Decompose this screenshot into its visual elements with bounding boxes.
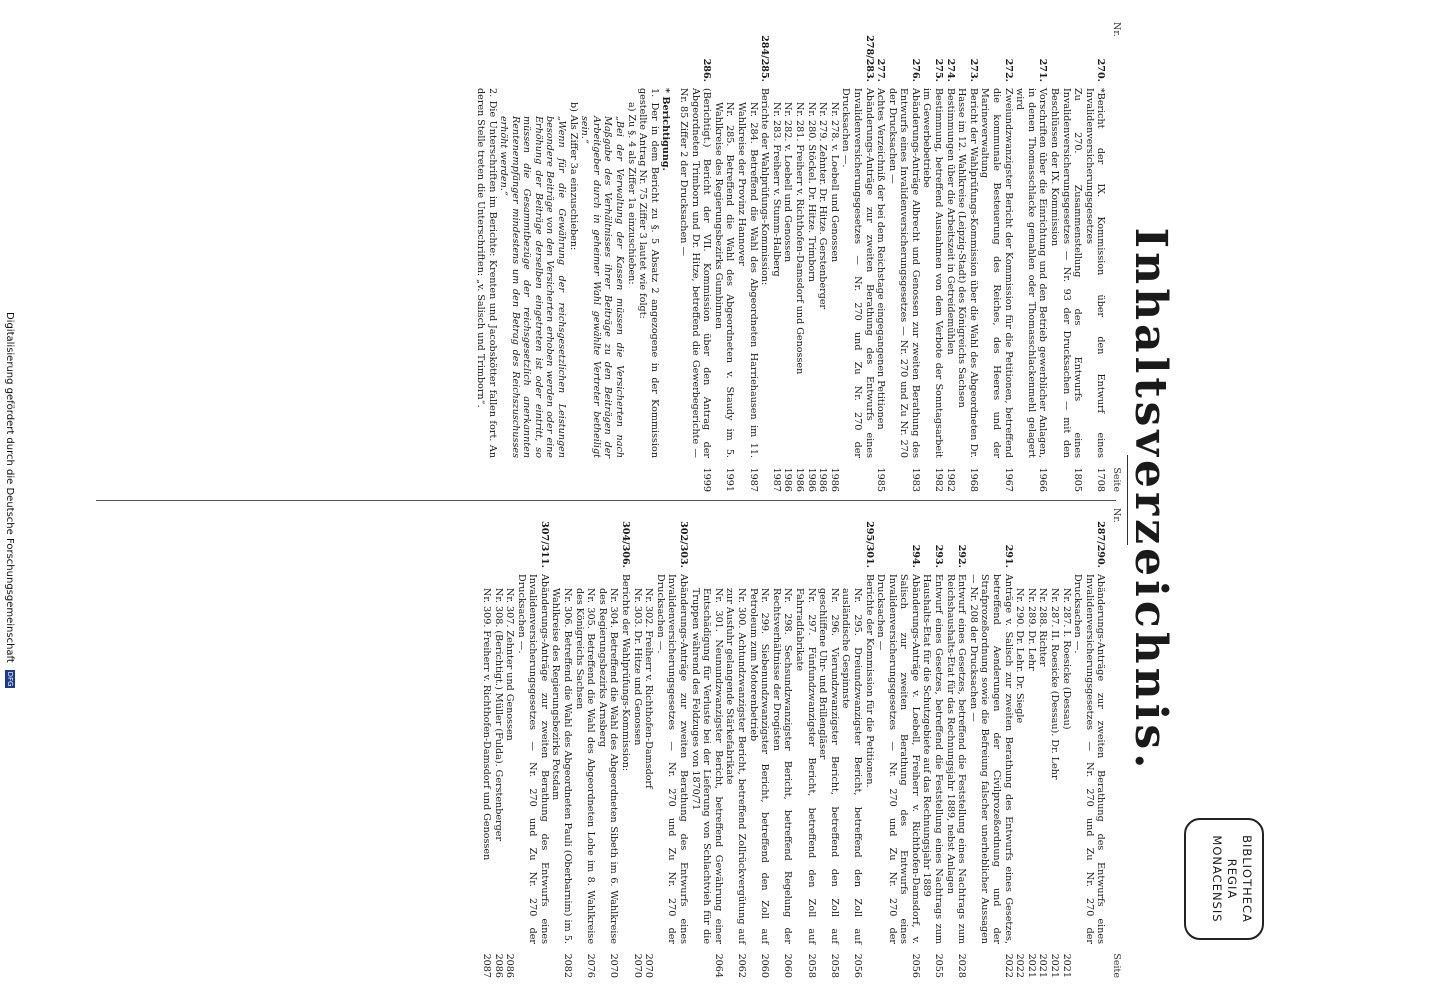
toc-entry-text: Nr. 308. (Berichtigt.) Müller (Fulda). Gerstenberger bbox=[492, 588, 504, 842]
toc-entry-text: *Bericht der IX. Kommission über den Entwurf eines Invalidenversicherungsgesetzes bbox=[1083, 88, 1107, 458]
toc-entry-text: Abänderungs-Anträge zur zweiten Berathung des Entwurfs eines Invalidenversicherungsgesetzes — Nr. 270 und Zu Nr. 270 der Drucksachen —. bbox=[1072, 574, 1107, 944]
toc-entry bbox=[573, 508, 596, 978]
toc-entry-text: Nr. 297. Fünfundzwanzigster Bericht, betreffend den Zoll auf Fahrradfabrikate bbox=[793, 588, 817, 944]
toc-entry bbox=[759, 22, 771, 492]
toc-entry-text: Nr. 299. Siebenundzwanzigster Bericht, betreffend den Zoll auf Petroleum zum Motorenbetrieb bbox=[747, 588, 771, 944]
toc-entry-page: 2086 bbox=[492, 953, 504, 978]
toc-entry-page: 2082 bbox=[562, 953, 574, 978]
toc-entry-text: Abänderungs-Anträge zur zweiten Berathung des Entwurfs eines Invalidenversicherungsgesetzes — Nr. 270 und Zu Nr. 270 der Drucksachen —. bbox=[654, 574, 690, 944]
toc-entry bbox=[863, 508, 875, 978]
toc-entry bbox=[967, 508, 1013, 978]
toc-column-left bbox=[474, 22, 1122, 492]
page-title: Inhaltsverzeichnis. bbox=[1125, 227, 1176, 773]
toc-entry-number: 293. bbox=[933, 544, 945, 568]
column-divider bbox=[96, 500, 1116, 501]
toc-entry-text: Nr. 306. Betreffend die Wahl des Abgeordneten Pauli (Oberbarnim) im 5. Wahlkreise des Regierungsbezirks Potsdam bbox=[550, 588, 574, 944]
stamp-line: BIBLIOTHECA bbox=[1240, 835, 1254, 923]
toc-entry bbox=[944, 22, 956, 492]
toc-entry bbox=[654, 508, 689, 978]
toc-entry-text: Nr. 282. v. Loebell und Genossen bbox=[782, 102, 794, 263]
toc-entry-page: 2076 bbox=[585, 953, 597, 978]
toc-entry-text: Nr. 303. Dr. Hitze und Genossen bbox=[631, 588, 643, 746]
toc-entry-page: 2022 bbox=[1002, 953, 1014, 978]
toc-entry bbox=[689, 508, 724, 978]
toc-entry-page: 1805 bbox=[1072, 467, 1084, 492]
toc-entry-number: 295/301. bbox=[863, 521, 875, 568]
toc-entry bbox=[944, 508, 967, 978]
toc-entry bbox=[492, 508, 504, 978]
toc-entry-text: Abänderungs-Anträge zur zweiten Berathung des Entwurfs eines Invalidenversicherungsgesetzes — Nr. 270 und Zu Nr. 270 der Drucksachen —. bbox=[840, 88, 875, 458]
toc-entry-text: Entwurf eines Gesetzes, betreffend die Feststellung eines Nachtrags zum Reichshaushalts-Etat für das Rechnungsjahr 1889, nebst Anlagen bbox=[944, 574, 968, 944]
toc-entry-text: Berichte der Wahlprüfungs-Kommission: bbox=[759, 88, 771, 286]
toc-entry-text: Nr. 309. Freiherr v. Richthofen-Damsdorf und Genossen bbox=[480, 588, 492, 861]
toc-entry-page: 1999 bbox=[701, 467, 713, 492]
toc-entry bbox=[747, 508, 770, 978]
toc-entry-text: Nr. 283. Freiherr v. Stumm-Halberg bbox=[770, 102, 782, 277]
toc-entry-number: 291. bbox=[1002, 544, 1014, 568]
toc-entry bbox=[979, 22, 1014, 492]
toc-entry bbox=[515, 508, 550, 978]
toc-entry bbox=[782, 22, 794, 492]
toc-entry-text: Nr. 285. Betreffend die Wahl des Abgeordneten v. Staudy im 5. Wahlkreise des Regierungsbezirks Gumbinnen bbox=[712, 102, 736, 458]
column-header bbox=[1110, 508, 1122, 978]
toc-entry-page: 2021 bbox=[1037, 953, 1049, 978]
toc-entry bbox=[875, 508, 921, 978]
toc-entry-number: 276. bbox=[909, 58, 921, 82]
dfg-logo-icon: DFG bbox=[6, 671, 14, 687]
toc-entry-page: 2058 bbox=[828, 953, 840, 978]
toc-entry-text: Bericht der Wahlprüfungs-Kommission über die Wahl des Abgeordneten Dr. Hasse im 12. Wahlkreise (Leipzig-Stadt) des Königreichs Sachsen bbox=[956, 88, 979, 458]
toc-entry bbox=[1014, 22, 1049, 492]
toc-entry bbox=[712, 22, 735, 492]
toc-entry-text: (Berichtigt.) Bericht der VII. Kommission über den Antrag der Abgeordneten Trimborn und Dr. Hitze, betreffend die Gewerbegerichte — Nr. 85 Ziffer 2 der Drucksachen — bbox=[678, 88, 713, 458]
toc-entry-number: 271. bbox=[1037, 58, 1049, 82]
toc-entry-number: 284/285. bbox=[759, 35, 771, 82]
column-header-nr: Nr. bbox=[1111, 22, 1122, 37]
toc-entry-text: Abänderungs-Anträge Albrecht und Genossen zur zweiten Berathung des Entwurfs eines Invalidenversicherungsgesetzes — Nr. 270 und Zu Nr. 270 der Drucksachen — bbox=[886, 88, 921, 458]
correction-line: 2. Die Unterschriften im Berichte: Krenten und Jacobskötter fallen fort. An deren Stelle treten die Unterschriften: „v. Salisch und Trimborn“. bbox=[474, 88, 498, 458]
correction-line: a) Zu §. 4 als Ziffer 1a einzuschieben: bbox=[625, 102, 637, 285]
correction-line: 1. Der in dem Bericht zu §. 5 Absatz 2 angezogene in der Kommission gestellte Antrag Nr. 75 Ziffer 3 lautet wie folgt: bbox=[637, 88, 660, 458]
digitization-footer bbox=[4, 0, 15, 1000]
toc-entry-page: 2064 bbox=[712, 953, 724, 978]
toc-entry-page: 2056 bbox=[851, 953, 863, 978]
toc-entry-text: Nr. 298. Sechsundzwanzigster Bericht, betreffend Regelung der Rechtsverhältnisse der Drogisten bbox=[770, 588, 794, 944]
toc-entry bbox=[504, 508, 516, 978]
toc-entry-number: 273. bbox=[967, 58, 979, 82]
toc-entry-text: Abänderungs-Anträge v. Loebell, Freiherr v. Richthofen-Damsdorf, v. Salisch zur zweiten Berathung des Entwurfs eines Invalidenversicherungsgesetzes — Nr. 270 und Zu Nr. 270 der Drucksachen — bbox=[875, 574, 921, 944]
toc-entry-page: 2070 bbox=[608, 953, 620, 978]
toc-entry-text: Nr. 281. Freiherr v. Richthofen-Damsdorf und Genossen bbox=[793, 102, 805, 375]
toc-entry-text: Nr. 287. I. Roesicke (Dessau) bbox=[1060, 588, 1072, 730]
toc-entry-page: 2060 bbox=[759, 953, 771, 978]
toc-entry-page: 1986 bbox=[805, 467, 817, 492]
toc-entries-left bbox=[677, 22, 1106, 492]
toc-entry-number: 274. bbox=[944, 58, 956, 82]
toc-entry-page: 2021 bbox=[1049, 953, 1061, 978]
toc-entry-page: 2060 bbox=[782, 953, 794, 978]
toc-entry-text: Nr. 295. Dreiundzwanzigster Bericht, betreffend den Zoll auf ausländische Gespinnste bbox=[840, 588, 863, 944]
toc-entry-text: Nr. 302. Freiherr v. Richthofen-Damsdorf bbox=[643, 588, 655, 789]
toc-entry-page: 1985 bbox=[875, 467, 887, 492]
toc-entry-text: Berichte der Wahlprüfungs-Kommission: bbox=[620, 574, 632, 772]
toc-entry-page: 2028 bbox=[956, 953, 968, 978]
toc-entry-page: 2086 bbox=[504, 953, 516, 978]
toc-entry-text: Nr. 280. Stöckel. Dr. Hitze. Trimborn bbox=[805, 102, 817, 282]
stamp-line: MONACENSIS bbox=[1210, 835, 1225, 923]
toc-entry-number: 277. bbox=[875, 58, 887, 82]
toc-entry-text: Nr. 288. Richter bbox=[1037, 588, 1049, 667]
toc-entry-text: Bestimmungen über die Arbeitszeit in Getreidemühlen bbox=[944, 88, 956, 355]
toc-entry-number: 294. bbox=[909, 544, 921, 568]
toc-entry-page: 1966 bbox=[1037, 467, 1049, 492]
toc-entry bbox=[886, 22, 921, 492]
toc-entry-number: 270. bbox=[1095, 58, 1107, 82]
toc-entry bbox=[1037, 508, 1049, 978]
toc-entry bbox=[956, 22, 979, 492]
toc-entry-page: 2055 bbox=[933, 953, 945, 978]
toc-entry-text: Zweiundzwanzigster Bericht der Kommission für die Petitionen, betreffend die kommunale Besteuerung des Reiches, des Heeres und der Marineverwaltung bbox=[979, 88, 1014, 458]
toc-entry bbox=[1072, 508, 1107, 978]
toc-entry bbox=[619, 508, 631, 978]
toc-entry-text: Nr. 287. II. Roesicke (Dessau). Dr. Lehr bbox=[1049, 588, 1061, 780]
toc-entry-page: 2058 bbox=[805, 953, 817, 978]
toc-entry-number: 307/311. bbox=[538, 521, 550, 568]
toc-entry-page: 2070 bbox=[631, 953, 643, 978]
toc-entry-page: 2022 bbox=[1014, 953, 1026, 978]
toc-entry bbox=[793, 508, 816, 978]
toc-entry-page: 2056 bbox=[909, 953, 921, 978]
toc-entry-text: Abänderungs-Anträge zur zweiten Berathung des Entwurfs eines Invalidenversicherungsgesetzes — Nr. 270 und Zu Nr. 270 der Drucksachen —. bbox=[515, 574, 550, 944]
toc-entry-text: Vorschriften über die Einrichtung und den Betrieb gewerblicher Anlagen, in denen Thomasschlacke gemahlen oder Thomasschlackenmehl gelagert wird bbox=[1014, 88, 1049, 458]
toc-entry bbox=[1048, 22, 1083, 492]
toc-entry bbox=[643, 508, 655, 978]
toc-entry bbox=[817, 508, 840, 978]
toc-entry-page: 1708 bbox=[1095, 467, 1107, 492]
correction-line: „Wenn für die Gewährung der reichsgesetzlichen Leistungen besondere Beiträge von den Versicherten erhoben werden oder eine Erhöhung der Beiträge derselben eingetreten ist oder eintritt, so müssen die Gesammtbezüge der reichsgesetzlich anerkannten Rentenempfänger mindestens um den Betrag des Reichszuschusses erhöht werden.“ bbox=[498, 116, 568, 458]
toc-entry-page: 1986 bbox=[782, 467, 794, 492]
toc-entry bbox=[840, 22, 875, 492]
toc-entry bbox=[1083, 22, 1106, 492]
toc-entry-text: Nr. 279. Zehnter. Dr. Hitze. Gerstenberger bbox=[817, 102, 829, 310]
toc-entry-page: 2070 bbox=[643, 953, 655, 978]
toc-entry-page: 1991 bbox=[724, 467, 736, 492]
correction-line: „Bei der Verwaltung der Kassen müssen die Versicherten nach Maßgabe des Verhältnisses ihrer Beiträge zu den Beiträgen der Arbeitgeber durch in geheimer Wahl gewählte Vertreter betheiligt sein.“ bbox=[579, 116, 626, 458]
toc-entry bbox=[724, 508, 747, 978]
toc-entries-right bbox=[480, 508, 1106, 978]
toc-entry-number: 272. bbox=[1002, 58, 1014, 82]
toc-entry-text: Nr. 300. Achtundzwanzigster Bericht, betreffend Zollrückvergütung auf zur Ausfuhr gelangende Stärkefabrikate bbox=[724, 588, 747, 944]
toc-entry-text: Anträge v. Salisch zur zweiten Berathung des Entwurfs eines Gesetzes, betreffend Aenderungen der Civilprozeßordnung und der Strafprozeßordnung sowie die Befreiung falscher unerheblicher Aussagen — Nr. 208 der Drucksachen — bbox=[967, 574, 1014, 944]
toc-entry bbox=[1025, 508, 1037, 978]
toc-entry-page: 1987 bbox=[770, 467, 782, 492]
correction-heading: * Berichtigung. bbox=[660, 88, 672, 171]
column-header-page: Seite bbox=[1111, 467, 1122, 492]
toc-entry-text: Entwurf eines Gesetzes, betreffend die Feststellung eines Nachtrags zum Haushalts-Etat für die Schutzgebiete auf das Rechnungsjahr 1889 bbox=[921, 574, 945, 944]
correction-line: b) Als Ziffer 3a einzuschieben: bbox=[567, 102, 579, 251]
stamp-line: REGIA bbox=[1225, 858, 1240, 900]
toc-column-right bbox=[480, 508, 1122, 978]
toc-entry-page: 1986 bbox=[793, 467, 805, 492]
toc-entry-text: Nr. 296. Vierundzwanzigster Bericht, betreffend den Zoll auf geschliffene Uhr- und Brillengläser bbox=[817, 588, 840, 944]
column-header-page: Seite bbox=[1111, 953, 1122, 978]
toc-entry-number: 275. bbox=[933, 58, 945, 82]
toc-entry bbox=[840, 508, 863, 978]
toc-entry bbox=[770, 22, 782, 492]
toc-entry-text: Nr. 304. Betreffend die Wahl des Abgeordneten Sibeth im 6. Wahlkreise des Regierungsbezirks Arnsberg bbox=[596, 588, 620, 944]
toc-entry bbox=[770, 508, 793, 978]
toc-entry-text: Nr. 301. Neunundzwanzigster Bericht, betreffend Gewährung einer Entschädigung für Verluste bei der Lieferung von Schlachtvieh für die Truppen während des Feldzuges von 1870/71 bbox=[689, 588, 724, 944]
toc-entry-page: 1982 bbox=[944, 467, 956, 492]
toc-entry-text: Nr. 289. Dr. Lehr bbox=[1025, 588, 1037, 671]
title-rule bbox=[1127, 455, 1128, 545]
toc-entry bbox=[550, 508, 573, 978]
toc-entry-text: Nr. 290. Dr. Lehr. Dr. Siegle bbox=[1014, 588, 1026, 724]
correction-lines bbox=[474, 88, 660, 458]
toc-entry-page: 2062 bbox=[736, 953, 747, 978]
toc-entry-number: 286. bbox=[701, 58, 713, 82]
toc-entry-text: Nr. 284. Betreffend die Wahl des Abgeordneten Harriehausen im 11. Wahlkreise der Provinz Hannover bbox=[736, 102, 759, 458]
toc-entry bbox=[1048, 508, 1060, 978]
column-header bbox=[1110, 22, 1122, 492]
toc-entry bbox=[1060, 508, 1072, 978]
toc-entry-page: 1967 bbox=[1002, 467, 1014, 492]
toc-entry-page: 1986 bbox=[828, 467, 840, 492]
toc-entry-number: 302/303. bbox=[678, 521, 690, 568]
toc-entry bbox=[631, 508, 643, 978]
toc-entry-page: 1982 bbox=[933, 467, 945, 492]
toc-entry bbox=[817, 22, 829, 492]
toc-entry bbox=[875, 22, 887, 492]
toc-entry bbox=[828, 22, 840, 492]
toc-entry-page: 2021 bbox=[1025, 953, 1037, 978]
toc-entry-number: 292. bbox=[956, 544, 968, 568]
correction-block bbox=[474, 22, 671, 492]
toc-entry bbox=[480, 508, 492, 978]
toc-entry-page: 1987 bbox=[747, 467, 759, 492]
toc-entry-text: Berichte der Kommission für die Petitionen. bbox=[863, 574, 875, 788]
toc-entry bbox=[921, 22, 944, 492]
toc-entry-text: Nr. 278. v. Loebell und Genossen bbox=[828, 102, 840, 263]
toc-entry bbox=[677, 22, 712, 492]
toc-entry-page: 2087 bbox=[480, 953, 492, 978]
toc-entry-number: 304/306. bbox=[620, 521, 632, 568]
toc-entry bbox=[793, 22, 805, 492]
toc-entry bbox=[805, 22, 817, 492]
toc-entry-page: 1968 bbox=[967, 467, 979, 492]
toc-entry-number: 287/290. bbox=[1095, 521, 1107, 568]
column-header-nr: Nr. bbox=[1111, 508, 1122, 523]
toc-entry-text: Bestimmung, betreffend Ausnahmen von dem Verbote der Sonntagsarbeit im Gewerbebetriebe bbox=[921, 88, 945, 458]
toc-entry bbox=[921, 508, 944, 978]
toc-entry-number: 278/283. bbox=[863, 35, 875, 82]
toc-entry-page: 1983 bbox=[909, 467, 921, 492]
toc-entry-text: Achtes Verzeichniß der bei dem Reichstage eingegangenen Petitionen bbox=[875, 88, 887, 430]
toc-entry bbox=[596, 508, 619, 978]
toc-entry-page: 2021 bbox=[1060, 953, 1072, 978]
footer-text: Digitalisierung gefördert durch die Deutsche Forschungsgemeinschaft bbox=[4, 311, 15, 663]
toc-entry bbox=[1014, 508, 1026, 978]
toc-entry-text: Nr. 307. Zehnter und Genossen bbox=[504, 588, 516, 741]
toc-entry-text: Nr. 305. Betreffend die Wahl des Abgeordneten Lohe im 8. Wahlkreise des Königreichs Sachsen bbox=[573, 588, 597, 944]
library-stamp bbox=[1184, 818, 1264, 940]
toc-entry-page: 1986 bbox=[817, 467, 829, 492]
toc-entry bbox=[735, 22, 758, 492]
toc-entry-text: Zu 270. Zusammenstellung des Entwurfs eines Invalidenversicherungsgesetzes — Nr. 93 der Drucksachen — mit den Beschlüssen der IX. Kommission bbox=[1049, 88, 1084, 458]
